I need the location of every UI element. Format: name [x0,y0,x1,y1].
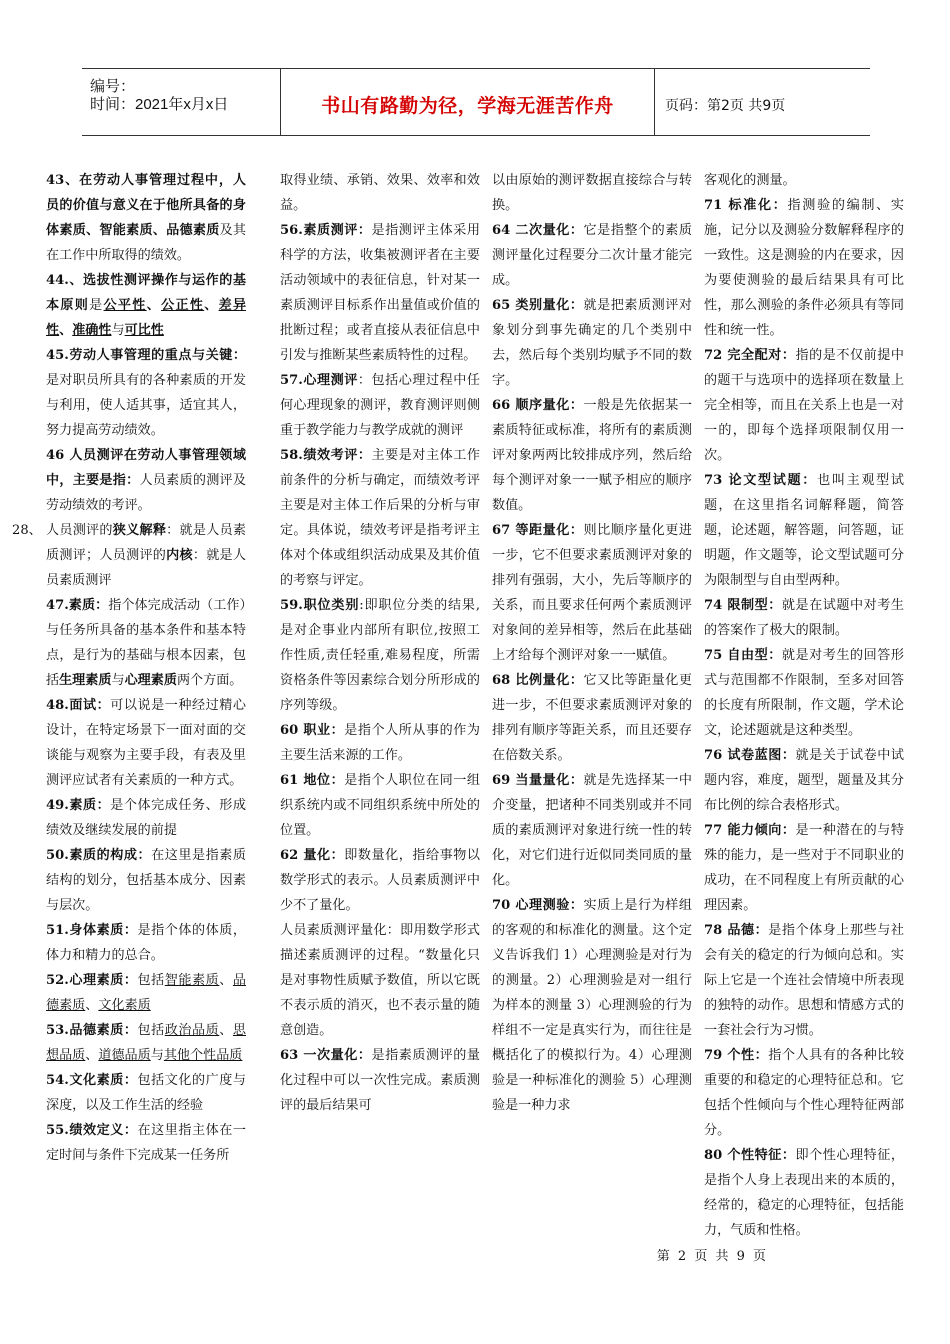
entry-text: 人员素质测评量化：即用数学形式描述素质测评的过程。“数量化只是对事物性质赋予数值，所以它既不表示质的消灭，也不表示量的随意创造。 [280,923,480,1038]
entry-text: 是指个人所从事的作为主要生活来源的工作。 [280,723,480,763]
entry-text: ：就是人员素质测评 [46,548,246,588]
separator: 、 [219,973,233,988]
entry-term: 53.品德素质： [46,1023,138,1038]
entry-term: 70 心理测验： [492,898,584,913]
entry-term: 68 比例量化： [492,673,584,688]
entry-76 [704,743,904,818]
entry-text: :即职位分类的结果,是对企事业内部所有职位,按照工作性质,责任轻重,难易程度，所需资格条件等因素综合划分所形成的序列等级。 [280,598,480,713]
entry-55-continued [280,168,480,218]
entry-term: 45.劳动人事管理的重点与关键： [46,348,246,363]
entry-term: 64 二次量化： [492,223,584,238]
entry-text: 就是把素质测评对象划分到事先确定的几个类别中去，然后每个类别均赋予不同的数字。 [492,298,692,388]
entry-48 [46,693,246,793]
entry-term: 55.绩效定义： [46,1123,138,1138]
entry-term: 内核 [166,548,193,563]
entry-term: 52.心理素质： [46,973,138,988]
entry-text: 实质上是行为样组的客观的和标准化的测量。这个定义告诉我们 1）心理测验是对行为的测量。2）心理测验是对一组行为样本的测量 3）心理测验的行为样组不一定是真实行为，而往往是概括化了的模拟行为。4）心理测验是一种标准化的测验 5）心理测验是一种力求 [492,898,692,1113]
underlined-term: 差异性 [46,298,246,338]
entry-term: 62 量化： [280,848,345,863]
entry-73 [704,468,904,593]
entry-67 [492,518,692,668]
entry-term: 56.素质测评： [280,223,372,238]
entry-text: 取得业绩、承销、效果、效率和效益。 [280,173,480,213]
entry-77 [704,818,904,918]
entry-term: 74 限制型： [704,598,782,613]
entry-term: 54.文化素质： [46,1073,138,1088]
entry-term: 73 论文型试题： [704,473,818,488]
entry-text: 包括文化的广度与深度，以及工作生活的经验 [46,1073,246,1113]
entry-72 [704,343,904,468]
entry-57 [280,368,480,443]
entry-text: 则比顺序量化更进一步，它不但要求素质测评对象的排列有强弱，大小，先后等顺序的关系，而且要求任何两个素质测评对象间的差异相等，然后在此基础上才给每个测评对象一一赋值。 [492,523,692,663]
underlined-term: 公正性 [161,298,205,313]
entry-term: 75 自由型： [704,648,782,663]
entry-50 [46,843,246,918]
entry-text: 在这里指主体在一定时间与条件下完成某一任务所 [46,1123,246,1163]
entry-text: 包括 [137,1023,165,1038]
entry-term: 69 当量量化： [492,773,584,788]
entry-text: 是指素质测评的量化过程中可以一次性完成。素质测评的最后结果可 [280,1048,480,1113]
entry-text: 就是在试题中对考生的答案作了极大的限制。 [704,598,904,638]
entry-text: 即个性心理特征，是指个人身上表现出来的本质的，经常的，稳定的心理特征，包括能力，气质和性格。 [704,1148,904,1238]
entry-54 [46,1068,246,1118]
entry-term: 57.心理测评 [280,373,358,388]
entry-text: 也叫主观型试题，在这里指名词解释题，简答题，论述题，解答题，问答题，证明题，作文题等，论文型试题可分为限制型与自由型两种。 [704,473,904,588]
entry-term: 78 品德： [704,923,769,938]
entry-text: 指个人具有的各种比较重要的和稳定的心理特征总和。它包括个性倾向与个性心理特征两部分。 [704,1048,904,1138]
entry-58 [280,443,480,593]
entry-text: 它又比等距量化更进一步，不但要求素质测评对象的排列有顺序等距关系，而且还要存在倍数关系。 [492,673,692,763]
entry-text: 是 [89,298,104,313]
header-motto-cell [281,69,655,135]
underlined-term: 道德品质 [98,1048,151,1063]
entry-43 [46,168,246,268]
underlined-term: 其他个性品质 [163,1048,243,1063]
underlined-term: 文化素质 [98,998,151,1013]
header-page-cell [655,69,870,135]
page-footer: 第 2 页 共 9 页 [656,1249,768,1264]
entry-text: 在这里是指素质结构的划分，包括基本成分、因素与层次。 [46,848,246,913]
entry-44 [46,268,246,343]
underlined-term: 政治品质 [164,1023,220,1038]
entry-text: 是个体完成任务、形成绩效及继续发展的前提 [46,798,246,838]
entry-text: 主要是对主体工作前条件的分析与确定，而绩效考评主要是对主体工作后果的分析与审定。具体说，绩效考评是指考评主体对个体或组织活动成果及其价值的考察与评定。 [280,448,480,588]
entry-28 [46,518,246,593]
entry-term: 51.身体素质： [46,923,138,938]
entry-term: 43、在劳动人事管理过程中，人员的价值与意义在于他所具备的身体素质、智能素质、品德素质 [46,173,246,238]
entry-term: 76 试卷蓝图： [704,748,796,763]
separator: 、 [146,298,162,313]
separator: 、 [219,1023,233,1038]
entry-65 [492,293,692,393]
entry-text: 人员测评的 [46,523,113,538]
entry-term: 61 地位： [280,773,345,788]
entry-term: 67 等距量化： [492,523,584,538]
entry-term: 44.、选拔性测评操作与运作的基本原则 [46,273,246,313]
separator: 、 [204,298,219,313]
entry-78 [704,918,904,1043]
entry-69 [492,768,692,893]
entry-text: 它是指整个的素质测评量化过程要分二次计量才能完成。 [492,223,692,288]
entry-term: 79 个性： [704,1048,769,1063]
entry-text: 及其在工作中所取得的绩效。 [46,223,246,263]
separator: 、 [85,998,99,1013]
entry-45 [46,343,246,443]
entry-text: 是一种潜在的与特殊的能力，是一些对于不同职业的成功，在不同程度上有所贡献的心理因素。 [704,823,904,913]
entry-55 [46,1118,246,1168]
text-column-2 [280,168,480,1118]
entry-71 [704,193,904,343]
underlined-term: 准确性 [72,323,112,338]
entry-text: 就是关于试卷中试题内容，难度，题型，题量及其分布比例的综合表格形式。 [704,748,904,813]
entry-63 [280,1043,480,1118]
entry-49 [46,793,246,843]
entry-text: 是指个体身上那些与社会有关的稳定的行为倾向总和。实际上它是一个连社会情境中所表现的独特的动作。思想和情感方式的一套社会行为习惯。 [704,923,904,1038]
entry-text: ：就是人员素质测评；人员测评的 [46,523,246,563]
entry-text: 以由原始的测评数据直接综合与转换。 [492,173,692,213]
entry-text: 是指个体的体质，体力和精力的总合。 [46,923,246,963]
entry-75 [704,643,904,743]
entry-text: 人员素质的测评及劳动绩效的考评。 [46,473,246,513]
entry-term: 60 职业： [280,723,345,738]
entry-62 [280,843,480,918]
entry-term: 47.素质： [46,598,109,613]
doc-time-label: 时间：2021年x月x日 [90,96,229,113]
entry-text: 即数量化，指给事物以数学形式的表示。人员素质测评中少不了量化。 [280,848,480,913]
entry-64 [492,218,692,293]
entry-term: 狭义解释 [112,523,167,538]
entry-text: 客观化的测量。 [704,173,796,188]
entry-52 [46,968,246,1018]
entry-term: 生理素质 [59,673,112,688]
entry-61 [280,768,480,843]
entry-term: 48.面试： [46,698,111,713]
margin-marker: 28、 [12,523,42,538]
entry-term: 59.职位类别 [280,598,360,613]
entry-text: 包括 [137,973,165,988]
entry-74 [704,593,904,643]
entry-text: 与 [111,673,125,688]
entry-text: 就是先选择某一中介变量，把诸种不同类别或并不同质的素质测评对象进行统一性的转化，对它们进行近似同类同质的量化。 [492,773,692,888]
entry-70 [492,893,692,1118]
entry-56 [280,218,480,368]
entry-51 [46,918,246,968]
entry-63-continued [492,168,692,218]
header-motto: 书山有路勤为径，学海无涯苦作舟 [321,95,614,117]
entry-text: 就是对考生的回答形式与范围都不作限制，至多对回答的长度有所限制，作文题，学术论文，论述题就是这种类型。 [704,648,904,738]
entry-text: ：包括心理过程中任何心理现象的测评，教育测评则侧重于教学能力与教学成就的测评 [280,373,480,438]
entry-text: 指测验的编制、实施，记分以及测验分数解释程序的一致性。这是测验的内在要求，因为要使测验的最后结果具有可比性，那么测验的条件必须具有等同性和统一性。 [704,198,904,338]
text-column-3 [492,168,692,1118]
entry-term: 58.绩效考评： [280,448,372,463]
entry-70-continued [704,168,904,193]
underlined-term: 思想品质 [46,1023,246,1063]
underlined-term: 智能素质 [164,973,220,988]
entry-46 [46,443,246,518]
entry-text: 一般是先依据某一素质特征或标准，将所有的素质测评对象两两比较排成序列，然后给每个测评对象一一赋予相应的顺序数值。 [492,398,692,513]
separator: 、 [59,323,73,338]
page-header [82,68,870,136]
entry-59 [280,593,480,718]
underlined-term: 品德素质 [46,973,246,1013]
entry-68 [492,668,692,768]
entry-term: 72 完全配对： [704,348,796,363]
entry-text: 与 [150,1048,164,1063]
entry-term: 71 标准化： [704,198,788,213]
entry-text: 是对职员所具有的各种素质的开发与利用，使人适其事，适宜其人，努力提高劳动绩效。 [46,373,246,438]
entry-66 [492,393,692,518]
entry-term: 80 个性特征： [704,1148,796,1163]
underlined-term: 可比性 [124,323,164,338]
entry-term: 77 能力倾向： [704,823,796,838]
entry-text: 可以说是一种经过精心设计，在特定场景下一面对面的交谈能与观察为主要手段，有表及里测评应试者有关素质的一种方式。 [46,698,246,788]
doc-code-label: 编号： [90,78,136,95]
entry-53 [46,1018,246,1068]
entry-term: 65 类别量化： [492,298,584,313]
entry-text: 指的是不仅前提中的题干与选项中的选择项在数量上完全相等，而且在关系上也是一对一的，即每个选择项限制仅用一次。 [704,348,904,463]
entry-80 [704,1143,904,1243]
entry-text: 两个方面。 [176,673,243,688]
entry-62-detail [280,918,480,1043]
header-page-code: 页码：第2页 共9页 [665,98,786,114]
entry-text: 与 [111,323,125,338]
header-meta-cell [82,69,281,135]
entry-text: 是指测评主体采用科学的方法，收集被测评者在主要活动领域中的表征信息，针对某一素质测评目标系作出量值或价值的批断过程；或者直接从表征信息中引发与推断某些素质特性的过程。 [280,223,480,363]
entry-term: 46 人员测评在劳动人事管理领域中，主要是指： [46,448,246,488]
text-column-1 [46,168,246,1168]
entry-text: 指个体完成活动（工作）与任务所具备的基本条件和基本特点，是行为的基础与根本因素，包括 [46,598,246,688]
entry-term: 49.素质： [46,798,111,813]
entry-79 [704,1043,904,1143]
entry-term: 50.素质的构成： [46,848,152,863]
separator: 、 [85,1048,99,1063]
entry-term: 66 顺序量化： [492,398,584,413]
underlined-term: 公平性 [103,298,147,313]
text-column-4 [704,168,904,1243]
entry-term: 63 一次量化： [280,1048,372,1063]
entry-term: 心理素质 [124,673,177,688]
entry-60 [280,718,480,768]
entry-text: 是指个人职位在同一组织系统内或不同组织系统中所处的位置。 [280,773,480,838]
entry-47 [46,593,246,693]
